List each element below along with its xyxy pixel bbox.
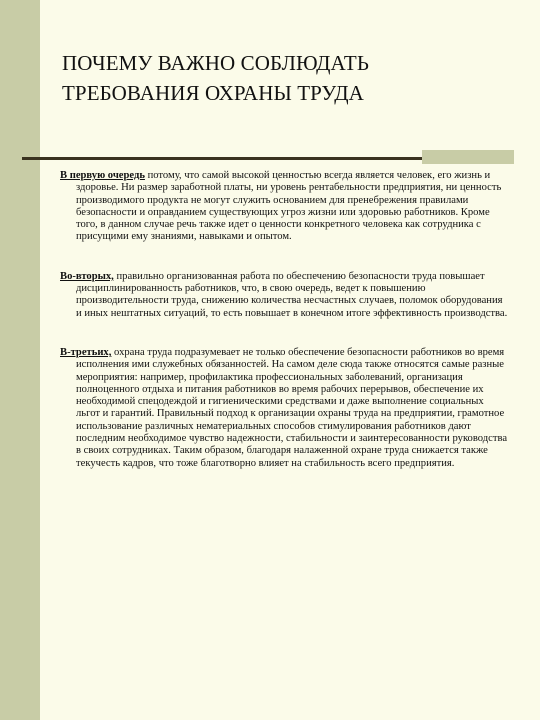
paragraph-first-lead: В первую очередь bbox=[60, 170, 145, 181]
side-accent-bar bbox=[0, 0, 40, 720]
paragraph-third bbox=[60, 347, 510, 470]
title-divider-accent bbox=[422, 150, 514, 164]
paragraph-second bbox=[60, 271, 510, 320]
paragraph-first-text: потому, что самой высокой ценностью всегда является человек, его жизнь и здоровье. Ни размер заработной платы, ни уровень рентабельности предприятия, ни ценность производимого продукта не могут служить основанием для пренебрежения правилами безопасности и оправданием существующих угроз жизни или здоровью работников. Кроме того, в данном случае речь также идет о ценности конкретного человека как сотрудника с присущими ему знаниями, навыками и опытом. bbox=[76, 170, 502, 243]
slide-title: ПОЧЕМУ ВАЖНО СОБЛЮДАТЬ ТРЕБОВАНИЯ ОХРАНЫ ТРУДА bbox=[62, 51, 370, 105]
title-divider-line bbox=[22, 157, 422, 160]
slide-body bbox=[60, 170, 510, 497]
paragraph-second-lead: Во-вторых, bbox=[60, 270, 114, 282]
paragraph-first bbox=[60, 170, 510, 244]
paragraph-third-text: охрана труда подразумевает не только обеспечение безопасности работников во время исполнения ими служебных обязанностей. На самом деле сюда также относятся самые разные мероприятия: например, профилактика профессиональных заболеваний, организация полноценного отдыха и питания работников во время рабочих перерывов, обеспечение их необходимой спецодеждой и гигиеническими средствами и даже выполнение социальных льгот и гарантий. Правильный подход к организации охраны труда на предприятии, грамотное использование различных нематериальных способов стимулирования работников дают последним необходимое чувство надежности, стабильности и заинтересованности руководства в своих сотрудниках. Таким образом, благодаря налаженной охране труда снижается также текучесть кадров, что тоже благотворно влияет на стабильность всего предприятия. bbox=[76, 346, 508, 469]
paragraph-third-lead: В-третьих, bbox=[60, 346, 112, 358]
paragraph-second-text: правильно организованная работа по обеспечению безопасности труда повышает дисциплинированность работников, что, в свою очередь, ведет к повышению производительности труда, снижению количества несчастных случаев, поломок оборудования и иных нештатных ситуаций, то есть повышает в конечном итоге эффективность производства. bbox=[76, 270, 508, 319]
